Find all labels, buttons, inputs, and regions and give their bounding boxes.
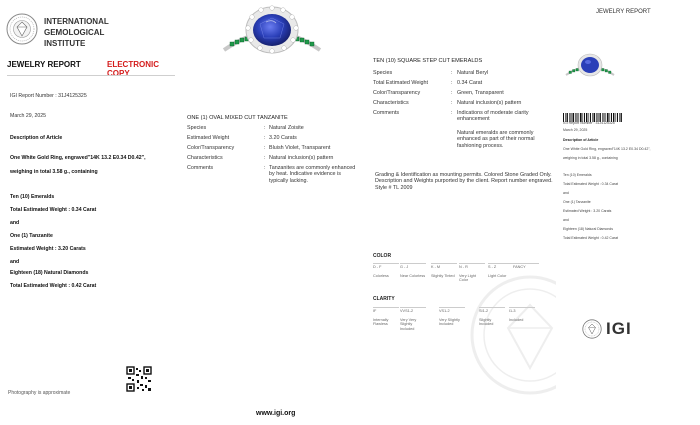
ring-photo-small [565, 47, 615, 87]
grade-desc: Near Colorless [400, 273, 426, 278]
row-value: Natural Zoisite [269, 125, 304, 131]
row-value: 0.34 Carat [457, 80, 483, 86]
color-scale-title: COLOR [373, 253, 392, 259]
row-label: Characteristics [373, 100, 409, 106]
website-link[interactable]: www.igi.org [256, 410, 296, 417]
clarity-grade [400, 307, 426, 331]
grade-desc: Included [509, 317, 524, 322]
grade-code: VVS1-2 [400, 307, 426, 314]
igi-brand-text: IGI [606, 319, 632, 338]
igi-seal-icon [582, 319, 602, 339]
row-label: Estimated Weight [187, 135, 230, 141]
grade-code: VS1-2 [439, 307, 465, 314]
row-value: Tanzanites are commonly enhanced by heat. Indicative evidence is typically lacking. [269, 165, 356, 184]
grade-desc: Very Very Slightly Included [400, 317, 417, 331]
right-diamonds-weight: Total Estimated Weight : 0.42 Carat [563, 236, 618, 240]
color-scale [373, 263, 533, 287]
report-number: IGI Report Number : 31J4125325 [10, 93, 87, 99]
emeralds-weight: Total Estimated Weight : 0.34 Carat [10, 207, 97, 213]
grade-code: IF [373, 307, 399, 314]
qr-code-icon[interactable] [126, 366, 152, 392]
right-description-heading: Description of Article [563, 138, 599, 142]
and-2: and [10, 259, 20, 265]
grading-note: Grading & Identification as mounting permits. Colored Stone Graded Only. Description and Weights purported by the client. Report number engraved. Style # TL 2009 [375, 172, 553, 191]
org-line-2: GEMOLOGICAL [44, 28, 105, 37]
grade-code: S - Z [488, 263, 514, 270]
right-article-line-2: weighing in total 3.58 g., containing [563, 156, 618, 160]
right-tanzanite-count: One (1) Tanzanite [563, 200, 591, 204]
emeralds-count: Ten (10) Emeralds [10, 194, 55, 200]
grade-desc: Internally Flawless [373, 317, 389, 327]
emeralds-heading: TEN (10) SQUARE STEP CUT EMERALDS [373, 58, 483, 64]
row-colon: : [264, 165, 266, 171]
row-label: Species [187, 125, 207, 131]
row-colon: : [451, 110, 453, 116]
row-label: Characteristics [187, 155, 223, 161]
electronic-copy-label: ELECTRONIC COPY [107, 60, 159, 78]
row-value: Natural inclusion(s) pattern [457, 100, 522, 106]
grade-code: K - M [431, 263, 457, 270]
color-grade [488, 263, 514, 278]
grade-desc: Very Light Color [459, 273, 476, 283]
row-colon: : [451, 70, 453, 76]
row-label: Color/Transparency [373, 90, 421, 96]
org-name [44, 16, 109, 49]
tanzanite-heading: ONE (1) OVAL MIXED CUT TANZANITE [187, 115, 288, 121]
description-heading: Description of Article [10, 135, 63, 141]
clarity-scale-title: CLARITY [373, 296, 395, 302]
row-value: 3.20 Carats [269, 135, 297, 141]
diamonds-weight: Total Estimated Weight : 0.42 Carat [10, 283, 97, 289]
row-colon: : [264, 125, 266, 131]
igi-seal-icon [6, 13, 38, 45]
color-grade [400, 263, 426, 278]
divider [7, 75, 175, 76]
grade-code: G - J [400, 263, 426, 270]
row-label: Species [373, 70, 393, 76]
clarity-grade [479, 307, 505, 327]
right-date: March 29, 2025 [563, 128, 588, 132]
row-colon: : [451, 100, 453, 106]
diamonds-count: Eighteen (18) Natural Diamonds [10, 270, 89, 276]
row-value: Green, Transparent [457, 90, 504, 96]
right-emeralds-count: Ten (10) Emeralds [563, 173, 592, 177]
right-and-2: and [563, 218, 569, 222]
report-date: March 29, 2025 [10, 113, 47, 119]
ring-photo [222, 0, 322, 64]
grade-desc: Colorless [373, 273, 389, 278]
right-article-line-1: One White Gold Ring, engraved"14K 13.2 E0.34 D0.42", [563, 147, 651, 151]
grade-code: I1-3 [509, 307, 535, 314]
color-grade [431, 263, 457, 278]
and-1: and [10, 220, 20, 226]
grade-code: D - F [373, 263, 399, 270]
tanzanite-count: One (1) Tanzanite [10, 233, 53, 239]
clarity-grade [509, 307, 535, 322]
right-diamonds-count: Eighteen (18) Natural Diamonds [563, 227, 613, 231]
row-value: Indications of moderate clarity enhancement [457, 110, 529, 123]
grade-code: SI1-2 [479, 307, 505, 314]
color-grade [373, 263, 399, 278]
grade-desc: Light Color [488, 273, 507, 278]
right-report-number: IGI Report Number : 31J4125325 [563, 121, 615, 125]
row-value: Bluish Violet, Transparent [269, 145, 331, 151]
grade-desc: Slightly Tinted [431, 273, 455, 278]
photo-note: Photography is approximate [8, 390, 71, 396]
right-tanzanite-weight: Estimated Weight : 3.20 Carats [563, 209, 612, 213]
article-line-2: weighing in total 3.58 g., containing [10, 169, 98, 175]
right-and-1: and [563, 191, 569, 195]
row-colon: : [264, 155, 266, 161]
grade-desc: Slightly Included [479, 317, 494, 327]
row-colon: : [264, 135, 266, 141]
clarity-grade [439, 307, 465, 327]
row-label: Total Estimated Weight [373, 80, 429, 86]
org-line-1: INTERNATIONAL [44, 17, 109, 26]
row-value: Natural Beryl [457, 70, 489, 76]
clarity-grade [373, 307, 399, 327]
left-panel [0, 0, 180, 425]
right-report-title: JEWELRY REPORT [596, 9, 651, 15]
comment-extra: Natural emeralds are commonly enhanced as part of their normal fashioning process. [457, 130, 535, 149]
org-line-3: INSTITUTE [44, 39, 86, 48]
color-grade [459, 263, 485, 283]
row-colon: : [451, 80, 453, 86]
row-colon: : [264, 145, 266, 151]
row-label: Comments [373, 110, 400, 116]
clarity-scale [373, 307, 533, 331]
report-title: JEWELRY REPORT [7, 60, 81, 69]
igi-brand-badge [582, 318, 644, 340]
right-emeralds-weight: Total Estimated Weight : 0.34 Carat [563, 182, 618, 186]
color-grade [513, 263, 539, 274]
row-colon: : [451, 90, 453, 96]
grade-desc: Very Slightly Included [439, 317, 460, 327]
row-label: Color/Transparency [187, 145, 235, 151]
grade-code: N - R [459, 263, 485, 270]
grade-code: FANCY [513, 263, 539, 270]
row-value: Natural inclusion(s) pattern [269, 155, 334, 161]
article-line-1: One White Gold Ring, engraved"14K 13.2 E0.34 D0.42", [10, 155, 146, 161]
barcode-icon [563, 109, 623, 118]
row-label: Comments [187, 165, 214, 171]
tanzanite-weight: Estimated Weight : 3.20 Carats [10, 246, 86, 252]
